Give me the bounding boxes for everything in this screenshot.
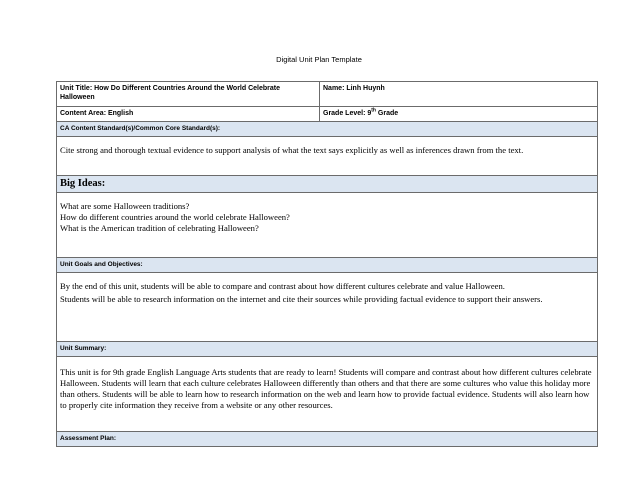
big-idea-line: What are some Halloween traditions? <box>60 201 190 211</box>
goals-body-row <box>57 273 598 342</box>
standards-body-row <box>57 137 598 176</box>
unit-plan-table <box>56 81 598 447</box>
big-idea-line: How do different countries around the world celebrate Halloween? <box>60 212 290 222</box>
big-idea-line: What is the American tradition of celebrating Halloween? <box>60 223 259 233</box>
summary-text: This unit is for 9th grade English Language Arts students that are ready to learn! Students will compare and contrast about how different cultures celebrate Halloween. Students will learn that each culture celebrates Halloween differently than others and that there are some cultures who value this holiday more than others. Students will be able to learn how to research information on the web and learn how to provide factual evidence. Students will also learn how to properly cite information they receive from a website or any other resources. <box>57 357 598 432</box>
header-row-2 <box>57 107 598 122</box>
name-cell <box>320 82 598 107</box>
grade-level-prefix: Grade Level: 9 <box>323 110 372 117</box>
assessment-heading: Assessment Plan: <box>57 432 598 447</box>
standards-heading-row <box>57 122 598 137</box>
goal-line: By the end of this unit, students will be able to compare and contrast about how different cultures celebrate and value Halloween. <box>60 281 505 291</box>
grade-level-suffix: Grade <box>375 110 399 117</box>
summary-body-row <box>57 357 598 432</box>
goals-heading: Unit Goals and Objectives: <box>57 258 598 273</box>
grade-level-ordinal: th <box>371 107 376 114</box>
header-row-1 <box>57 82 598 107</box>
big-ideas-heading: Big Ideas: <box>57 176 598 193</box>
big-ideas-body-row <box>57 193 598 258</box>
standards-text: Cite strong and thorough textual evidence to support analysis of what the text says explicitly as well as inferences drawn from the text. <box>57 137 598 176</box>
unit-title: Unit Title: How Do Different Countries Around the World Celebrate Halloween <box>60 85 280 101</box>
goals-body <box>57 273 598 342</box>
big-ideas-body <box>57 193 598 258</box>
goal-line: Students will be able to research information on the internet and cite their sources while providing factual evidence to support their answers. <box>60 294 543 304</box>
unit-title-cell <box>57 82 320 107</box>
content-area-cell <box>57 107 320 122</box>
summary-heading-row <box>57 342 598 357</box>
author-name: Name: Linh Huynh <box>323 85 385 92</box>
big-ideas-heading-row <box>57 176 598 193</box>
goals-heading-row <box>57 258 598 273</box>
document-title: Digital Unit Plan Template <box>276 55 362 64</box>
assessment-heading-row <box>57 432 598 447</box>
standards-heading: CA Content Standard(s)/Common Core Standard(s): <box>57 122 598 137</box>
grade-level-cell <box>320 107 598 122</box>
summary-heading: Unit Summary: <box>57 342 598 357</box>
content-area: Content Area: English <box>60 110 134 117</box>
